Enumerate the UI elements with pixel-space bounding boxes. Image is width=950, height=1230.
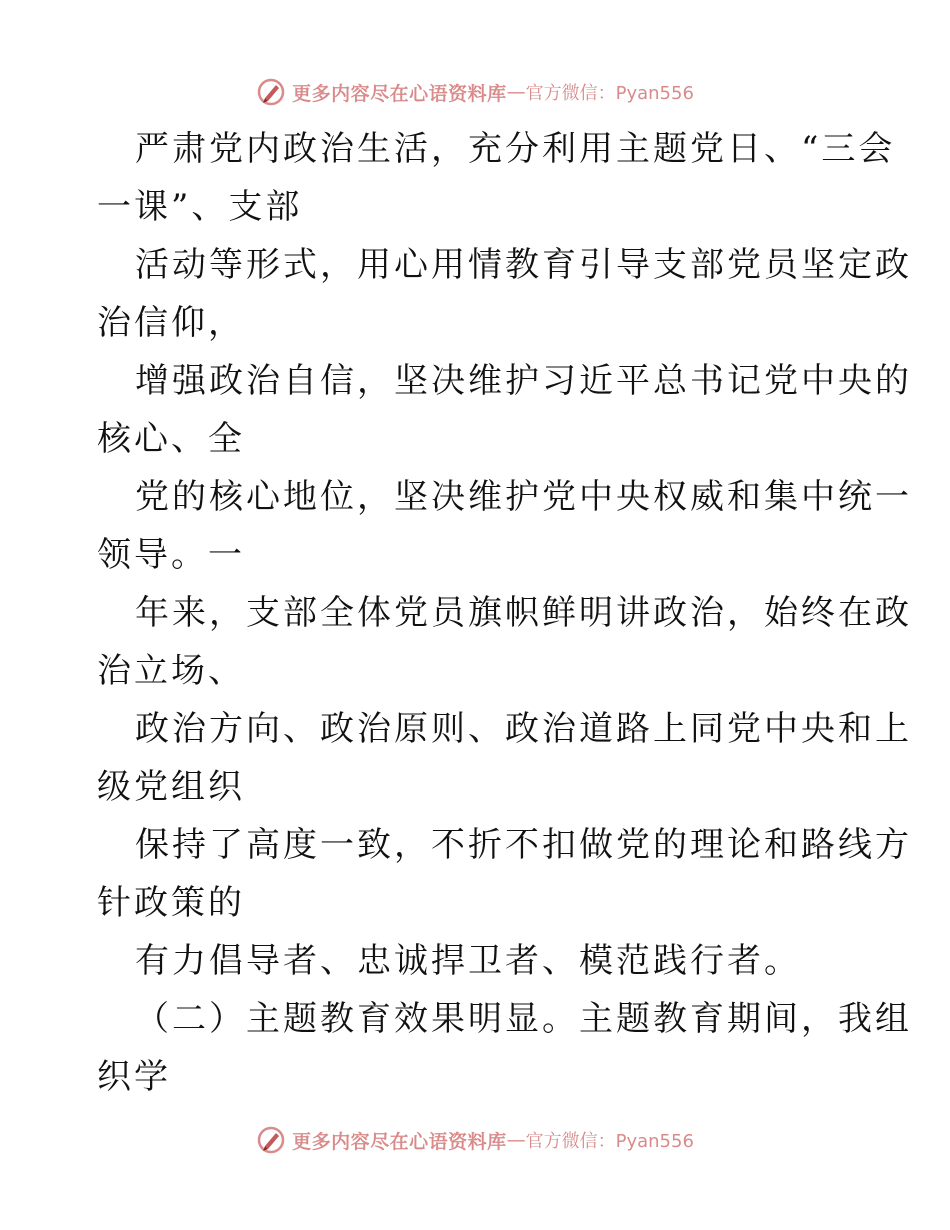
body-line: 党的核心地位，坚决维护党中央权威和集中统一 — [135, 477, 912, 517]
footer-watermark — [0, 1120, 950, 1160]
body-line: 织学 — [97, 1057, 171, 1097]
body-line: 治信仰， — [97, 303, 245, 343]
body-line: 级党组织 — [97, 767, 245, 807]
body-line: 保持了高度一致，不折不扣做党的理论和路线方 — [135, 825, 912, 865]
pen-circle-logo-icon — [256, 77, 286, 107]
body-line: 有力倡导者、忠诚捍卫者、模范践行者。 — [135, 941, 801, 981]
watermark-contact: 官方微信：Pyan556 — [525, 1131, 694, 1152]
watermark-text: 更多内容尽在心语资料库 — [292, 82, 507, 105]
body-line: 严肃党内政治生活，充分利用主题党日、“三会 — [135, 129, 896, 169]
watermark-contact: 官方微信：Pyan556 — [525, 83, 694, 104]
body-line: 一课”、支部 — [97, 187, 303, 227]
body-line: 治立场、 — [97, 651, 245, 691]
watermark-dash: — — [506, 1129, 526, 1151]
body-line: 增强政治自信，坚决维护习近平总书记党中央的 — [135, 361, 912, 401]
body-line: 年来，支部全体党员旗帜鲜明讲政治，始终在政 — [135, 593, 912, 633]
body-line: 领导。一 — [97, 535, 245, 575]
body-line: 政治方向、政治原则、政治道路上同党中央和上 — [135, 709, 912, 749]
watermark-dash: — — [506, 81, 526, 103]
body-line: 针政策的 — [97, 883, 245, 923]
document-body — [97, 120, 912, 1106]
body-line: （二）主题教育效果明显。主题教育期间，我组 — [135, 999, 912, 1039]
pen-circle-logo-icon — [256, 1125, 286, 1155]
watermark-text: 更多内容尽在心语资料库 — [292, 1130, 507, 1153]
header-watermark — [0, 72, 950, 112]
body-line: 核心、全 — [97, 419, 245, 459]
body-line: 活动等形式，用心用情教育引导支部党员坚定政 — [135, 245, 912, 285]
